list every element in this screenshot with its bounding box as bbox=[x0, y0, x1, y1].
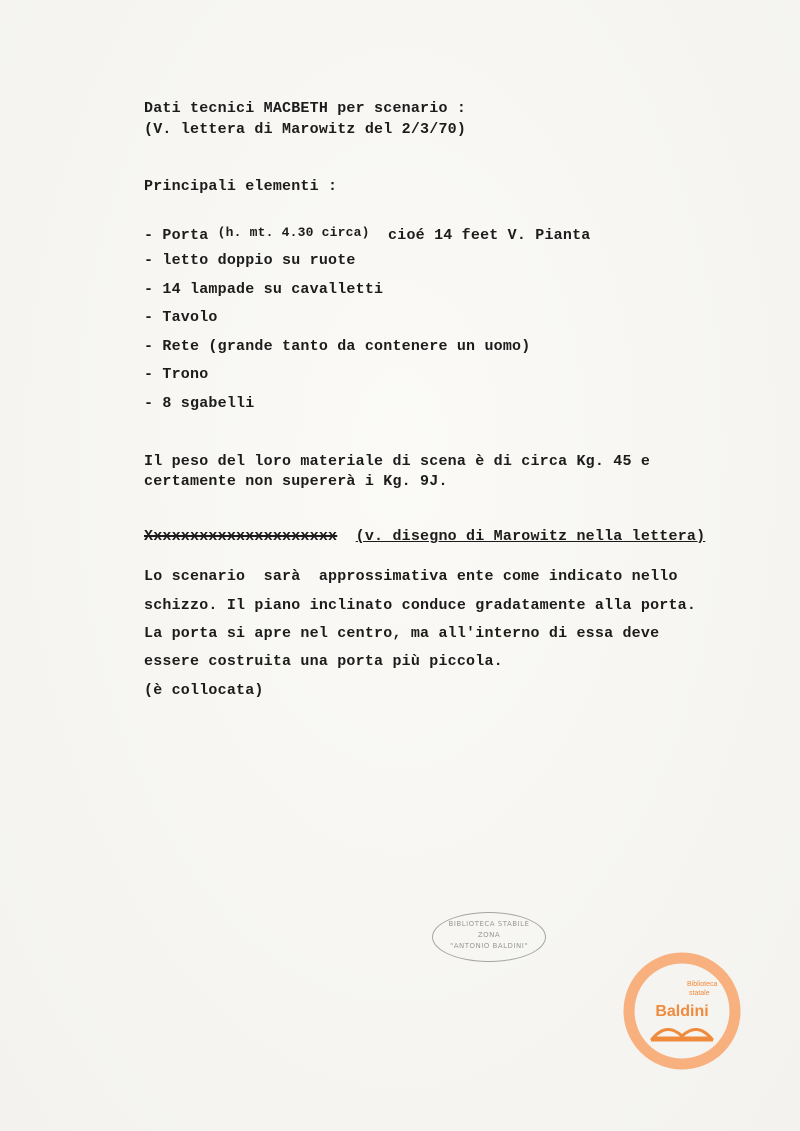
paragraph-line: Lo scenario sarà approssimativa ente come indicato nello bbox=[144, 568, 678, 585]
list-item: - Porta (h. mt. 4.30 circa) cioé 14 feet V. Pianta bbox=[144, 225, 591, 244]
list-item: - Tavolo bbox=[144, 309, 218, 326]
section-title: Principali elementi : bbox=[144, 178, 338, 195]
drawing-reference-row bbox=[144, 528, 705, 545]
weight-line: Il peso del loro materiale di scena è di circa Kg. 45 e bbox=[144, 453, 651, 470]
list-item: - 14 lampade su cavalletti bbox=[144, 281, 384, 298]
header-title: Dati tecnici MACBETH per scenario : bbox=[144, 100, 467, 117]
weight-line: certamente non supererà i Kg. 9J. bbox=[144, 473, 448, 490]
header-reference: (V. lettera di Marowitz del 2/3/70) bbox=[144, 121, 467, 138]
drawing-reference: (v. disegno di Marowitz nella lettera) bbox=[355, 528, 706, 545]
list-item: - 8 sgabelli bbox=[144, 395, 255, 412]
struck-text: Xxxxxxxxxxxxxxxxxxxxx bbox=[144, 528, 338, 545]
svg-text:statale: statale bbox=[689, 990, 710, 997]
list-item: - letto doppio su ruote bbox=[144, 252, 356, 269]
paragraph-line: essere costruita una porta più piccola. bbox=[144, 653, 503, 670]
library-stamp: BIBLIOTECA STABILE ZONA "ANTONIO BALDINI" bbox=[432, 912, 546, 962]
paragraph-line: schizzo. Il piano inclinato conduce gradatamente alla porta. bbox=[144, 597, 697, 614]
paragraph-line: (è collocata) bbox=[144, 682, 264, 699]
svg-text:Biblioteca: Biblioteca bbox=[687, 981, 718, 988]
list-item: - Rete (grande tanto da contenere un uomo) bbox=[144, 338, 531, 355]
library-logo bbox=[623, 952, 741, 1070]
list-item: - Trono bbox=[144, 366, 209, 383]
svg-text:Baldini: Baldini bbox=[655, 1003, 709, 1020]
paragraph-line: La porta si apre nel centro, ma all'interno di essa deve bbox=[144, 625, 660, 642]
